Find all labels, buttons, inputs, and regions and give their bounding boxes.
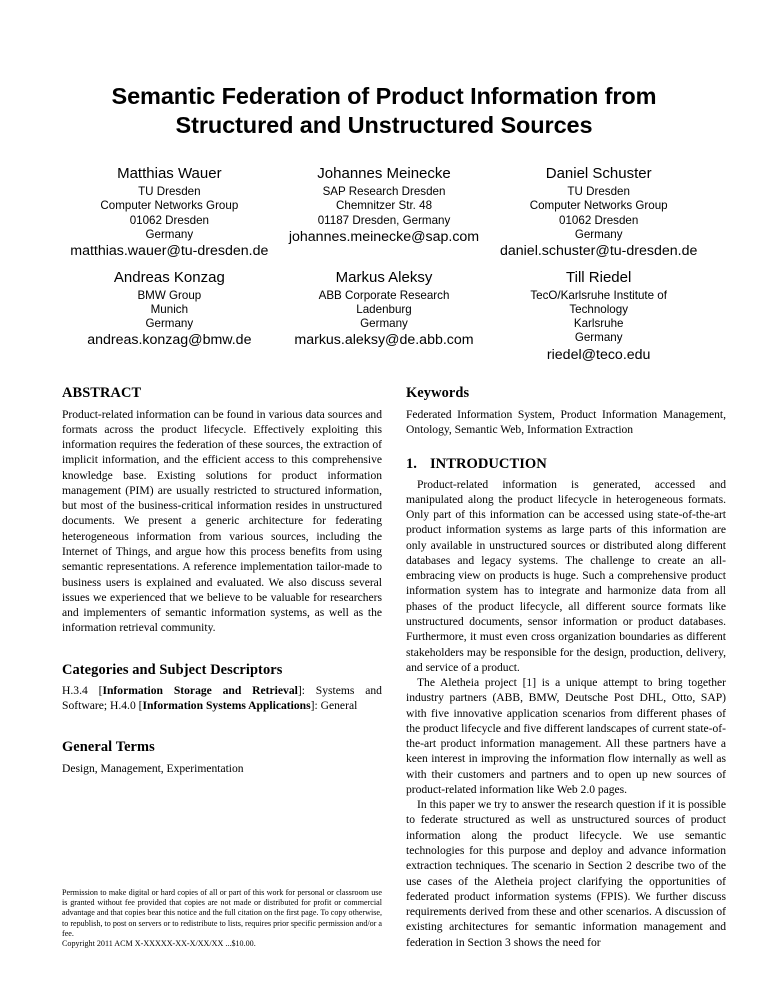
copyright-block bbox=[62, 888, 382, 950]
author-name: Till Riedel bbox=[566, 268, 632, 286]
categories-heading: Categories and Subject Descriptors bbox=[62, 661, 283, 678]
categories-text bbox=[62, 683, 382, 714]
author-till-riedel bbox=[491, 269, 706, 364]
author-daniel-schuster bbox=[491, 165, 706, 260]
right-column bbox=[406, 385, 726, 950]
author-country: Germany bbox=[145, 227, 194, 241]
general-terms-text: Design, Management, Experimentation bbox=[62, 761, 244, 775]
author-markus-aleksy bbox=[277, 269, 492, 364]
introduction-heading bbox=[406, 456, 726, 474]
keywords-heading: Keywords bbox=[406, 385, 470, 402]
author-city: Germany bbox=[360, 317, 408, 331]
author-name: Daniel Schuster bbox=[545, 165, 652, 183]
author-group: Ladenburg bbox=[356, 302, 412, 316]
author-city: 01062 Dresden bbox=[129, 213, 209, 227]
author-matthias-wauer bbox=[62, 165, 277, 260]
general-terms-heading: General Terms bbox=[62, 739, 155, 756]
author-group: Technology bbox=[569, 302, 628, 316]
author-name: Andreas Konzag bbox=[113, 268, 225, 286]
author-group: Munich bbox=[150, 302, 189, 316]
spacer bbox=[62, 713, 382, 739]
author-row-2 bbox=[62, 269, 706, 364]
author-affiliation: TU Dresden bbox=[138, 185, 201, 199]
section-number: 1. bbox=[406, 456, 417, 473]
author-group: Computer Networks Group bbox=[100, 199, 239, 213]
author-city: Germany bbox=[145, 317, 194, 331]
category-mid-2: ]: General bbox=[310, 699, 358, 713]
introduction-paragraph-3: In this paper we try to answer the research question if it is possible to federate structured as well as unstructured sources of product information along the product lifecycle. We use semantic technologies for this purpose and deploy and advance information extraction techniques. The scenario in Section 2 describe two of the use cases of the Aletheia project clarifying the opportunities of federated product information systems (FPIS). We further discuss requirements derived from these and other scenarios. A discussion of existing architectures for semantic information management and federation in Section 3 shows the need for bbox=[406, 798, 726, 949]
author-row-1 bbox=[62, 165, 706, 260]
introduction-paragraph-2: The Aletheia project [1] is a unique attempt to bring together industry partners (ABB, BMW, Deutsche Post DHL, Otto, SAP) with five innovative application scenarios from different phases of the product lifecycle and five different landscapes of current state-of-the-art product information management. All these partners have a keen interest in improving the information flow internally as well as with their customers and partners and to open up new sources of product-related information like Web 2.0 pages. bbox=[406, 676, 726, 796]
author-email[interactable]: markus.aleksy@de.abb.com bbox=[294, 332, 474, 349]
category-mid-1: ]: Systems and Software; H.4.0 [ bbox=[62, 683, 382, 713]
abstract-text: Product-related information can be found in various data sources and formats across the product lifecycle. Effectively exploiting this information requires the federation of these sources, the extraction of implicit information, and the efficient access to this comprehensive knowledge base. Existing solutions for product information management (PIM) are usually restricted to structured information, but most of the business-critical information resides in unstructured documents. We present a generic architecture for federating heterogeneous information from various sources, including the Internet of Things, and argue how this process benefits from using semantic representations. A reference implementation tailor-made to business users is explained and evaluated. We also discuss several issues we experienced that we believe to be valuable for researchers and implementers of semantic information systems, as well as the information retrieval community. bbox=[62, 407, 382, 635]
author-name: Johannes Meinecke bbox=[317, 165, 451, 183]
author-affiliation: BMW Group bbox=[137, 288, 202, 302]
author-affiliation: ABB Corporate Research bbox=[318, 288, 450, 302]
title-block bbox=[0, 0, 768, 139]
introduction-paragraph-1: Product-related information is generated, accessed and manipulated along the product lifecycle in heterogeneous formats. Only part of this information can be accessed using state-of-the-art product information systems as large parts of this information are only available in unstructured sources or distributed along different databases and legacy systems. The challenge to create an all-embracing view on products is huge. Such a comprehensive product information system has to integrate and harmonize data from all phases of the product lifecycle, all different source formats like unstructured documents, sensor information or product databases. Furthermore, it must even cross organization boundaries as different stakeholders may be responsible for the design, production, delivery, and service of a product. bbox=[406, 477, 726, 674]
author-andreas-konzag bbox=[62, 269, 277, 364]
author-group: Chemnitzer Str. 48 bbox=[336, 199, 433, 213]
author-affiliation: SAP Research Dresden bbox=[322, 185, 446, 199]
abstract-heading: ABSTRACT bbox=[62, 385, 142, 402]
author-email[interactable]: daniel.schuster@tu-dresden.de bbox=[499, 243, 698, 260]
author-city: 01187 Dresden, Germany bbox=[317, 213, 451, 227]
keywords-text: Federated Information System, Product Information Management, Ontology, Semantic Web, Information Extraction bbox=[406, 407, 726, 436]
author-email[interactable]: matthias.wauer@tu-dresden.de bbox=[70, 243, 269, 260]
copyright-line: Copyright 2011 ACM X-XXXXX-XX-X/XX/XX ...$10.00. bbox=[62, 939, 256, 949]
author-city: 01062 Dresden bbox=[559, 213, 639, 227]
author-affiliation: TecO/Karlsruhe Institute of bbox=[530, 288, 667, 302]
author-johannes-meinecke bbox=[277, 165, 492, 260]
author-city: Karlsruhe bbox=[573, 317, 624, 331]
author-block bbox=[0, 165, 768, 363]
author-email[interactable]: johannes.meinecke@sap.com bbox=[288, 228, 480, 245]
section-title: INTRODUCTION bbox=[430, 456, 547, 473]
category-code-1: H.3.4 [ bbox=[62, 683, 103, 697]
author-affiliation: TU Dresden bbox=[567, 185, 630, 199]
author-group: Computer Networks Group bbox=[529, 199, 668, 213]
author-email[interactable]: riedel@teco.edu bbox=[546, 346, 651, 363]
page-title: Semantic Federation of Product Information from Structured and Unstructured Sources bbox=[111, 83, 657, 138]
spacer bbox=[62, 636, 382, 662]
author-country: Germany bbox=[574, 227, 623, 241]
author-name: Markus Aleksy bbox=[335, 268, 433, 286]
category-bold-2: Information Systems Applications bbox=[142, 699, 311, 713]
spacer bbox=[406, 437, 726, 456]
author-email[interactable]: andreas.konzag@bmw.de bbox=[87, 332, 252, 349]
author-country: Germany bbox=[574, 331, 623, 345]
author-name: Matthias Wauer bbox=[117, 165, 222, 183]
copyright-permission: Permission to make digital or hard copies of all or part of this work for personal or classroom use is granted without fee provided that copies are not made or distributed for profit or commercial advantage and that copies bear this notice and the full citation on the first page. To copy otherwise, to republish, to post on servers or to redistribute to lists, requires prior specific permission and/or a fee. bbox=[62, 887, 383, 939]
body-columns bbox=[0, 385, 768, 950]
category-bold-1: Information Storage and Retrieval bbox=[102, 683, 298, 697]
left-column bbox=[62, 385, 382, 950]
